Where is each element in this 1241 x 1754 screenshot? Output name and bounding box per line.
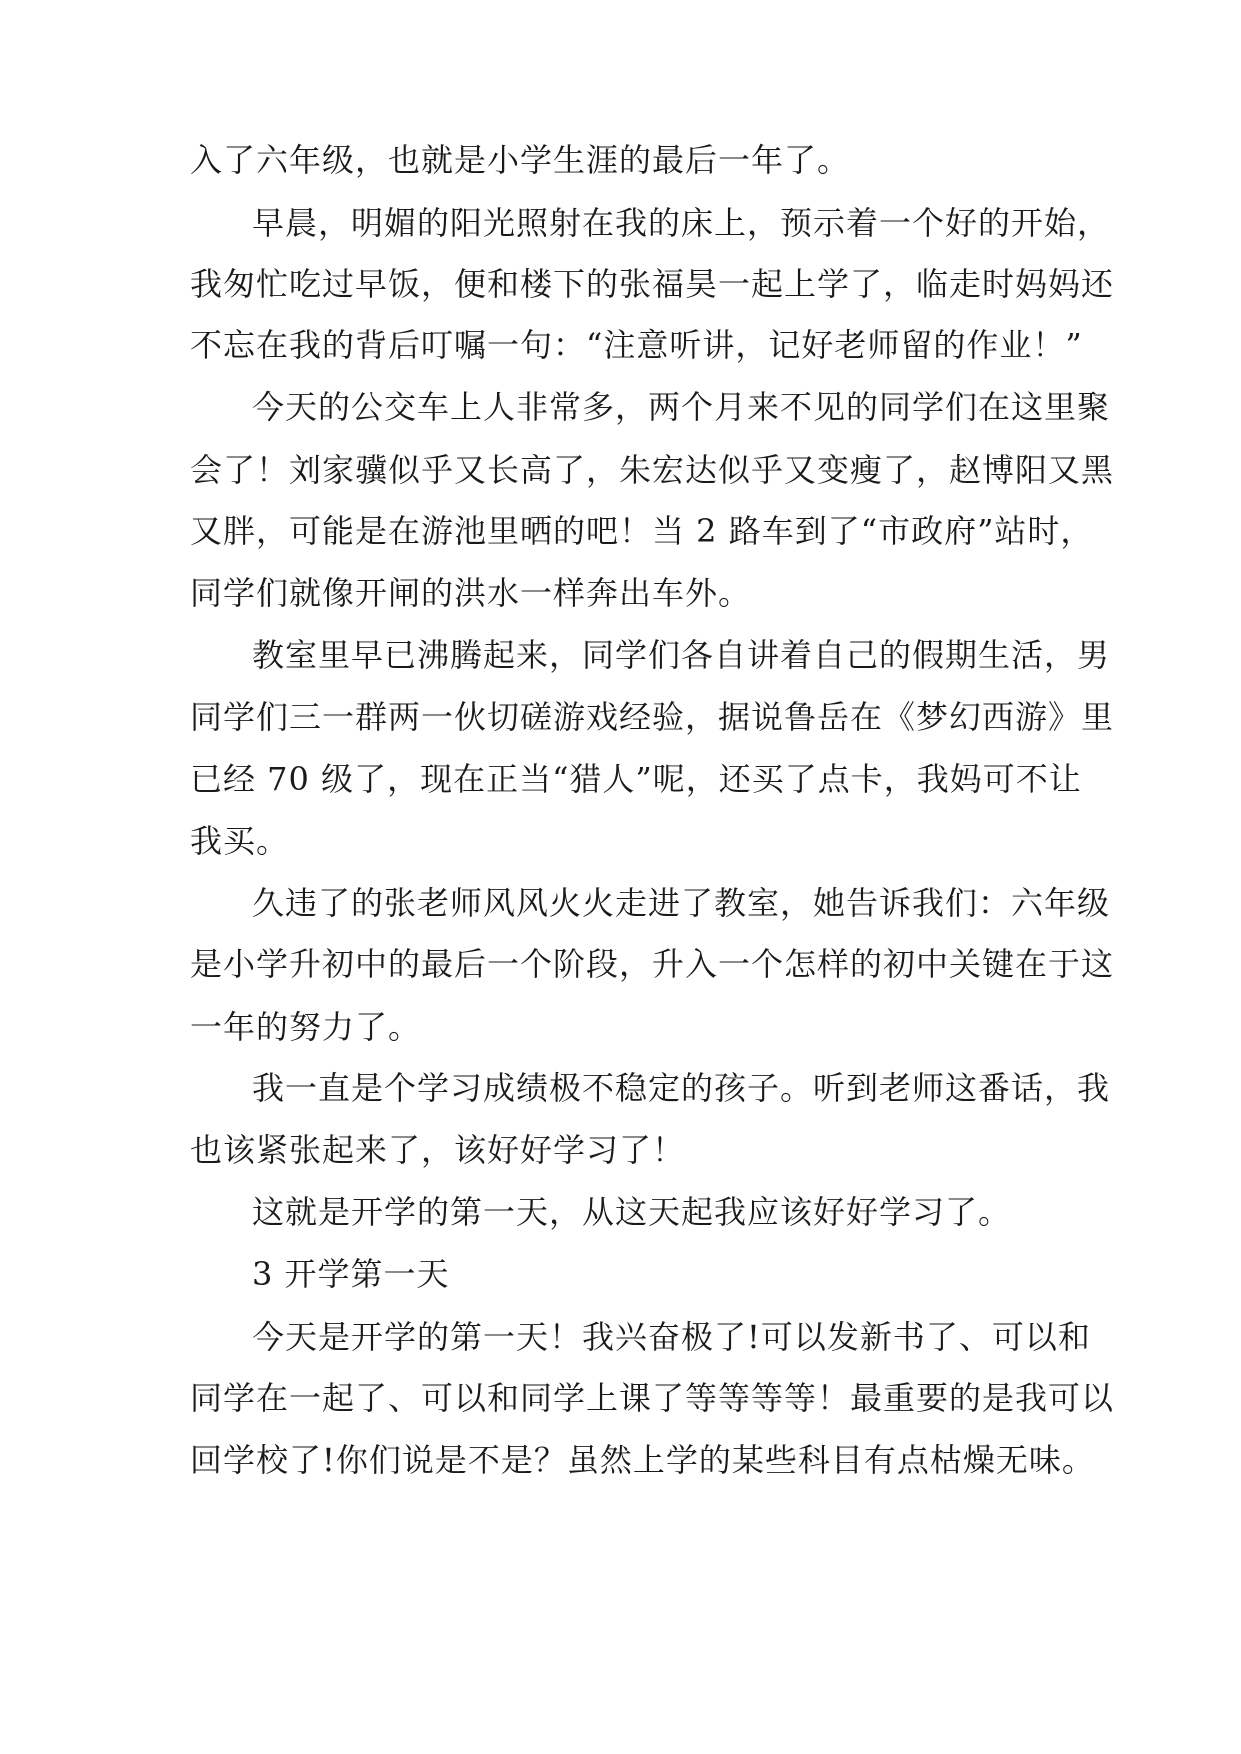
text-line: 是小学升初中的最后一个阶段，升入一个怎样的初中关键在于这 [190, 945, 1115, 983]
text-line: 入了六年级，也就是小学生涯的最后一年了。 [190, 141, 851, 179]
section-heading: 3 开学第一天 [252, 1255, 450, 1293]
text-line: 教室里早已沸腾起来，同学们各自讲着自己的假期生活，男 [252, 636, 1111, 674]
text-line: 我一直是个学习成绩极不稳定的孩子。听到老师这番话，我 [252, 1069, 1111, 1107]
text-line: 今天是开学的第一天！我兴奋极了!可以发新书了、可以和 [252, 1318, 1091, 1356]
text-line: 久违了的张老师风风火火走进了教室，她告诉我们：六年级 [252, 884, 1111, 922]
text-line: 一年的努力了。 [190, 1008, 422, 1046]
text-line: 今天的公交车上人非常多，两个月来不见的同学们在这里聚 [252, 388, 1111, 426]
text-line: 也该紧张起来了，该好好学习了！ [190, 1131, 686, 1169]
text-line: 我买。 [190, 822, 290, 860]
text-line: 不忘在我的背后叮嘱一句：“注意听讲，记好老师留的作业！” [190, 326, 1083, 364]
text-line: 早晨，明媚的阳光照射在我的床上，预示着一个好的开始， [252, 204, 1111, 242]
text-line: 已经 70 级了，现在正当“猎人”呢，还买了点卡，我妈可不让 [190, 760, 1082, 798]
text-line: 我匆忙吃过早饭，便和楼下的张福昊一起上学了，临走时妈妈还 [190, 265, 1115, 303]
text-line: 同学在一起了、可以和同学上课了等等等等！最重要的是我可以 [190, 1379, 1115, 1417]
text-line: 会了！刘家骥似乎又长高了，朱宏达似乎又变瘦了，赵博阳又黑 [190, 451, 1115, 489]
text-line: 同学们就像开闸的洪水一样奔出车外。 [190, 574, 752, 612]
text-line: 这就是开学的第一天，从这天起我应该好好学习了。 [252, 1193, 1012, 1231]
text-line: 同学们三一群两一伙切磋游戏经验，据说鲁岳在《梦幻西游》里 [190, 698, 1115, 736]
text-line: 又胖，可能是在游池里晒的吧！当 2 路车到了“市政府”站时， [190, 512, 1094, 550]
text-line: 回学校了!你们说是不是？虽然上学的某些科目有点枯燥无味。 [190, 1441, 1095, 1479]
